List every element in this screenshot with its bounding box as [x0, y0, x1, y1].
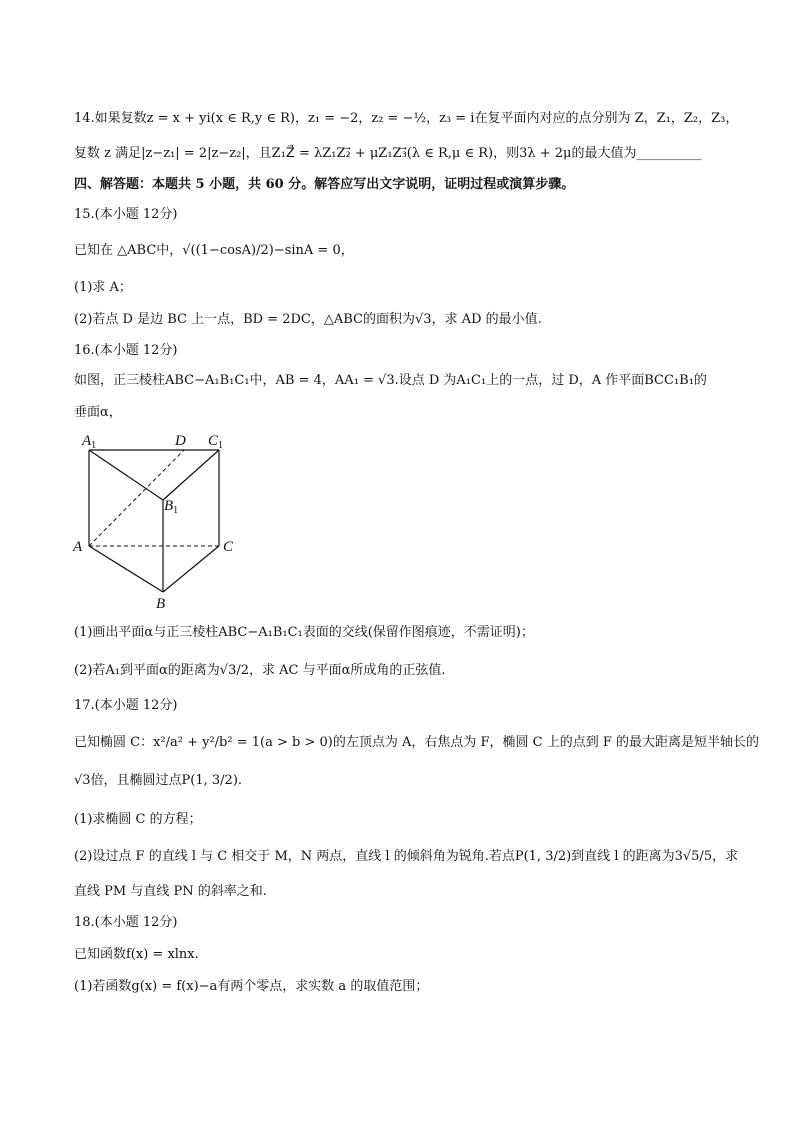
q17-part-1: (1)求椭圆 C 的方程； — [74, 812, 202, 827]
q16-part-1: (1)画出平面α与正三棱柱ABC−A₁B₁C₁表面的交线(保留作图痕迹，不需证明)； — [74, 625, 534, 640]
q14-line-1: 14.如果复数z = x + yi(x ∈ R,y ∈ R)，z₁ = −2，z₂ = −½，z₃ = i在复平面内对应的点分别为 Z，Z₁，Z₂，Z₃， — [74, 111, 739, 126]
section-heading: 四、解答题：本题共 5 小题，共 60 分。解答应写出文字说明，证明过程或演算步骤。 — [74, 177, 575, 192]
q18-part-1: (1)若函数g(x) = f(x)−a有两个零点，求实数 a 的取值范围； — [74, 979, 429, 994]
q15-stem: 已知在 △ABC中，√((1−cosA)/2)−sinA = 0， — [74, 243, 354, 258]
q15-title: 15.(本小题 12分) — [74, 207, 178, 222]
q16-stem-1: 如图，正三棱柱ABC−A₁B₁C₁中，AB = 4，AA₁ = √3.设点 D 为A₁C₁上的一点，过 D，A 作平面BCC₁B₁的 — [74, 373, 707, 388]
label-c1: $C_1$ — [208, 433, 224, 451]
label-b1: $B_1$ — [164, 498, 179, 516]
q16-title: 16.(本小题 12分) — [74, 343, 178, 358]
q17-stem-1: 已知椭圆 C：x²/a² + y²/b² = 1(a > b > 0)的左顶点为 A，右焦点为 F，椭圆 C 上的点到 F 的最大距离是短半轴长的 — [74, 735, 759, 750]
q15-part-2: (2)若点 D 是边 BC 上一点，BD = 2DC，△ABC的面积为√3，求 AD 的最小值. — [74, 312, 542, 327]
q16-part-2: (2)若A₁到平面α的距离为√3/2，求 AC 与平面α所成角的正弦值. — [74, 663, 446, 678]
q16-stem-2: 垂面α， — [74, 405, 122, 420]
prism-diagram — [66, 430, 256, 614]
edge-c1-b1 — [163, 450, 219, 500]
label-c: C — [223, 539, 234, 555]
q18-title: 18.(本小题 12分) — [74, 915, 178, 930]
q17-part-2: (2)设过点 F 的直线 l 与 C 相交于 M，N 两点，直线 l 的倾斜角为锐角.若点P(1, 3/2)到直线 l 的距离为3√5/5，求 — [74, 849, 739, 864]
q17-stem-2: √3倍，且椭圆过点P(1, 3/2). — [74, 773, 243, 788]
q15-part-1: (1)求 A； — [74, 280, 132, 295]
q17-title: 17.(本小题 12分) — [74, 698, 178, 713]
edge-c-b — [163, 546, 219, 592]
label-d: D — [175, 433, 186, 449]
label-a1: $A_1$ — [82, 433, 97, 451]
prism-figure — [66, 430, 256, 614]
edge-a-b — [89, 546, 163, 592]
q18-stem: 已知函数f(x) = xlnx. — [74, 947, 199, 962]
q14-line-2: 复数 z 满足|z−z₁| = 2|z−z₂|，且Z₁Z⃗ = λZ₁Z₂⃗ + μZ₁Z₃⃗(λ ∈ R,μ ∈ R)，则3λ + 2μ的最大值为__________ — [74, 146, 702, 161]
q17-part-2-cont: 直线 PM 与直线 PN 的斜率之和. — [74, 884, 267, 899]
label-b: B — [156, 596, 166, 612]
label-a: A — [73, 539, 83, 555]
edge-a1-b1 — [89, 450, 163, 500]
